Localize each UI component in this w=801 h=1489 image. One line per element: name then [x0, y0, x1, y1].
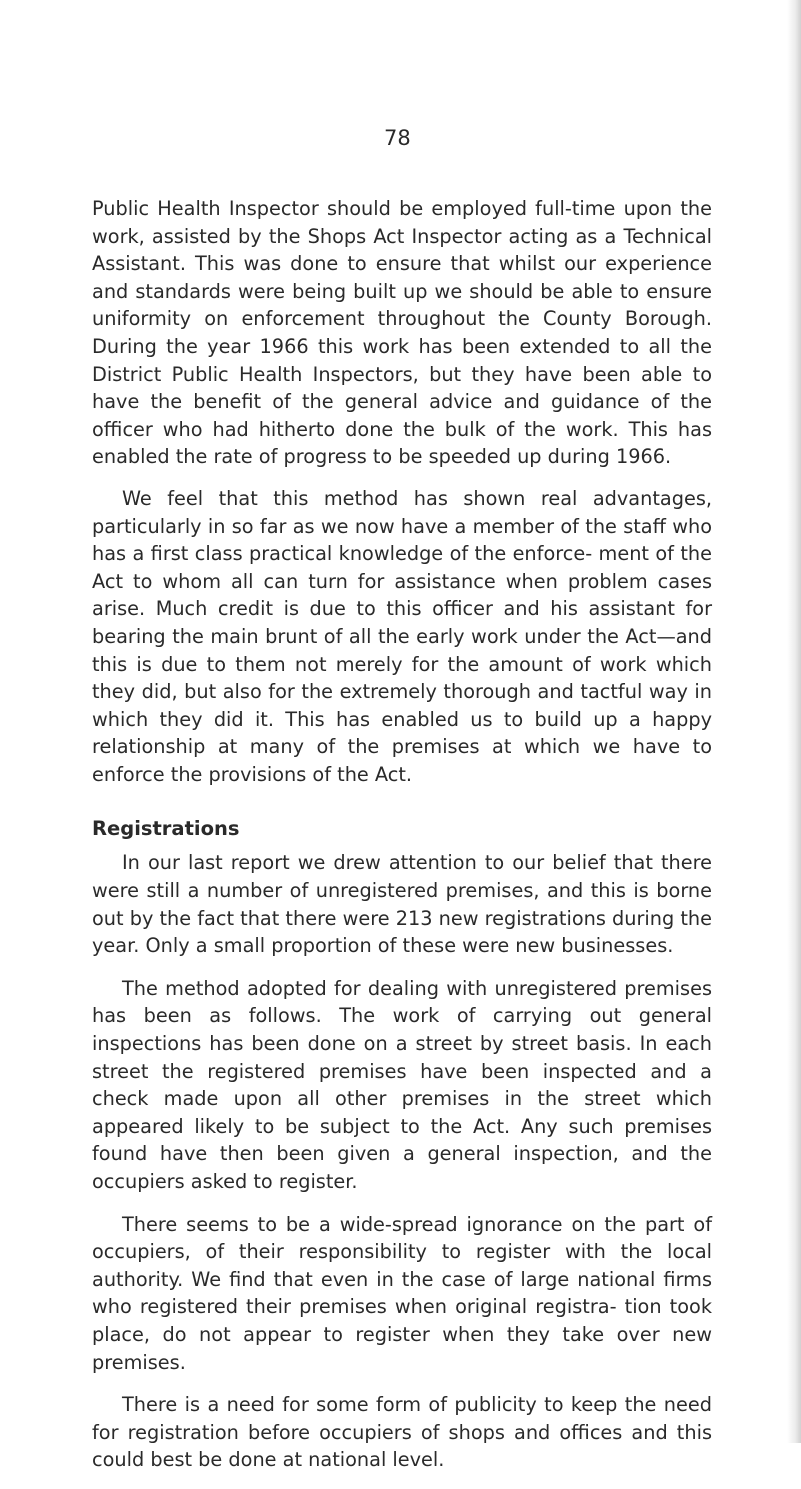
paragraph-registrations-3: There seems to be a wide-spread ignorance on the part of occupiers, of their responsibility to register with the local authority. We find that even in the case of large national firms who registered their premises when original registra- tion took place, do not appear to register when they take over new premises.: [92, 1212, 712, 1374]
page-edge-shadow: [787, 0, 801, 1443]
paragraph-registrations-1: In our last report we drew attention to our belief that there were still a number of unregistered premises, and this is borne out by the fact that there were 213 new registrations during the year. Only a small proportion of these were new businesses.: [92, 851, 713, 958]
paragraph-intro-2: We feel that this method has shown real advantages, particularly in so far as we now have a member of the staff who has a first class practical knowledge of the enforce- ment of the Act to whom all can turn for assistance when problem cases arise. Much credit is due to this officer and his assistant for bearing the main brunt of all the early work under the Act—and this is due to them not merely for the amount of work which they did, but also for the extremely thorough and tactful way in which they did it. This has enabled us to build up a happy relationship at many of the premises at which we have to enforce the provisions of the Act.: [92, 486, 712, 786]
page-body: [92, 195, 712, 1489]
paragraph-registrations-2: The method adopted for dealing with unregistered premises has been as follows. The work of carrying out general inspections has been done on a street by street basis. In each street the registered premises have been inspected and a check made upon all other premises in the street which appeared likely to be subject to the Act. Any such premises found have then been given a general inspection, and the occupiers asked to register.: [92, 976, 712, 1193]
paragraph-registrations-4: There is a need for some form of publicity to keep the need for registration before occupiers of shops and offices and this could best be done at national level.: [92, 1393, 712, 1472]
section-heading-registrations: Registrations: [92, 817, 240, 841]
page-number: 78: [384, 126, 411, 150]
paragraph-intro-1: Public Health Inspector should be employed full-time upon the work, assisted by the Shops Act Inspector acting as a Technical Assistant. This was done to ensure that whilst our experience and standards were being built up we should be able to ensure uniformity on enforcement throughout the County Borough. During the year 1966 this work has been extended to all the District Public Health Inspectors, but they have been able to have the benefit of the general advice and guidance of the officer who had hitherto done the bulk of the work. This has enabled the rate of progress to be speeded up during 1966.: [92, 197, 712, 469]
